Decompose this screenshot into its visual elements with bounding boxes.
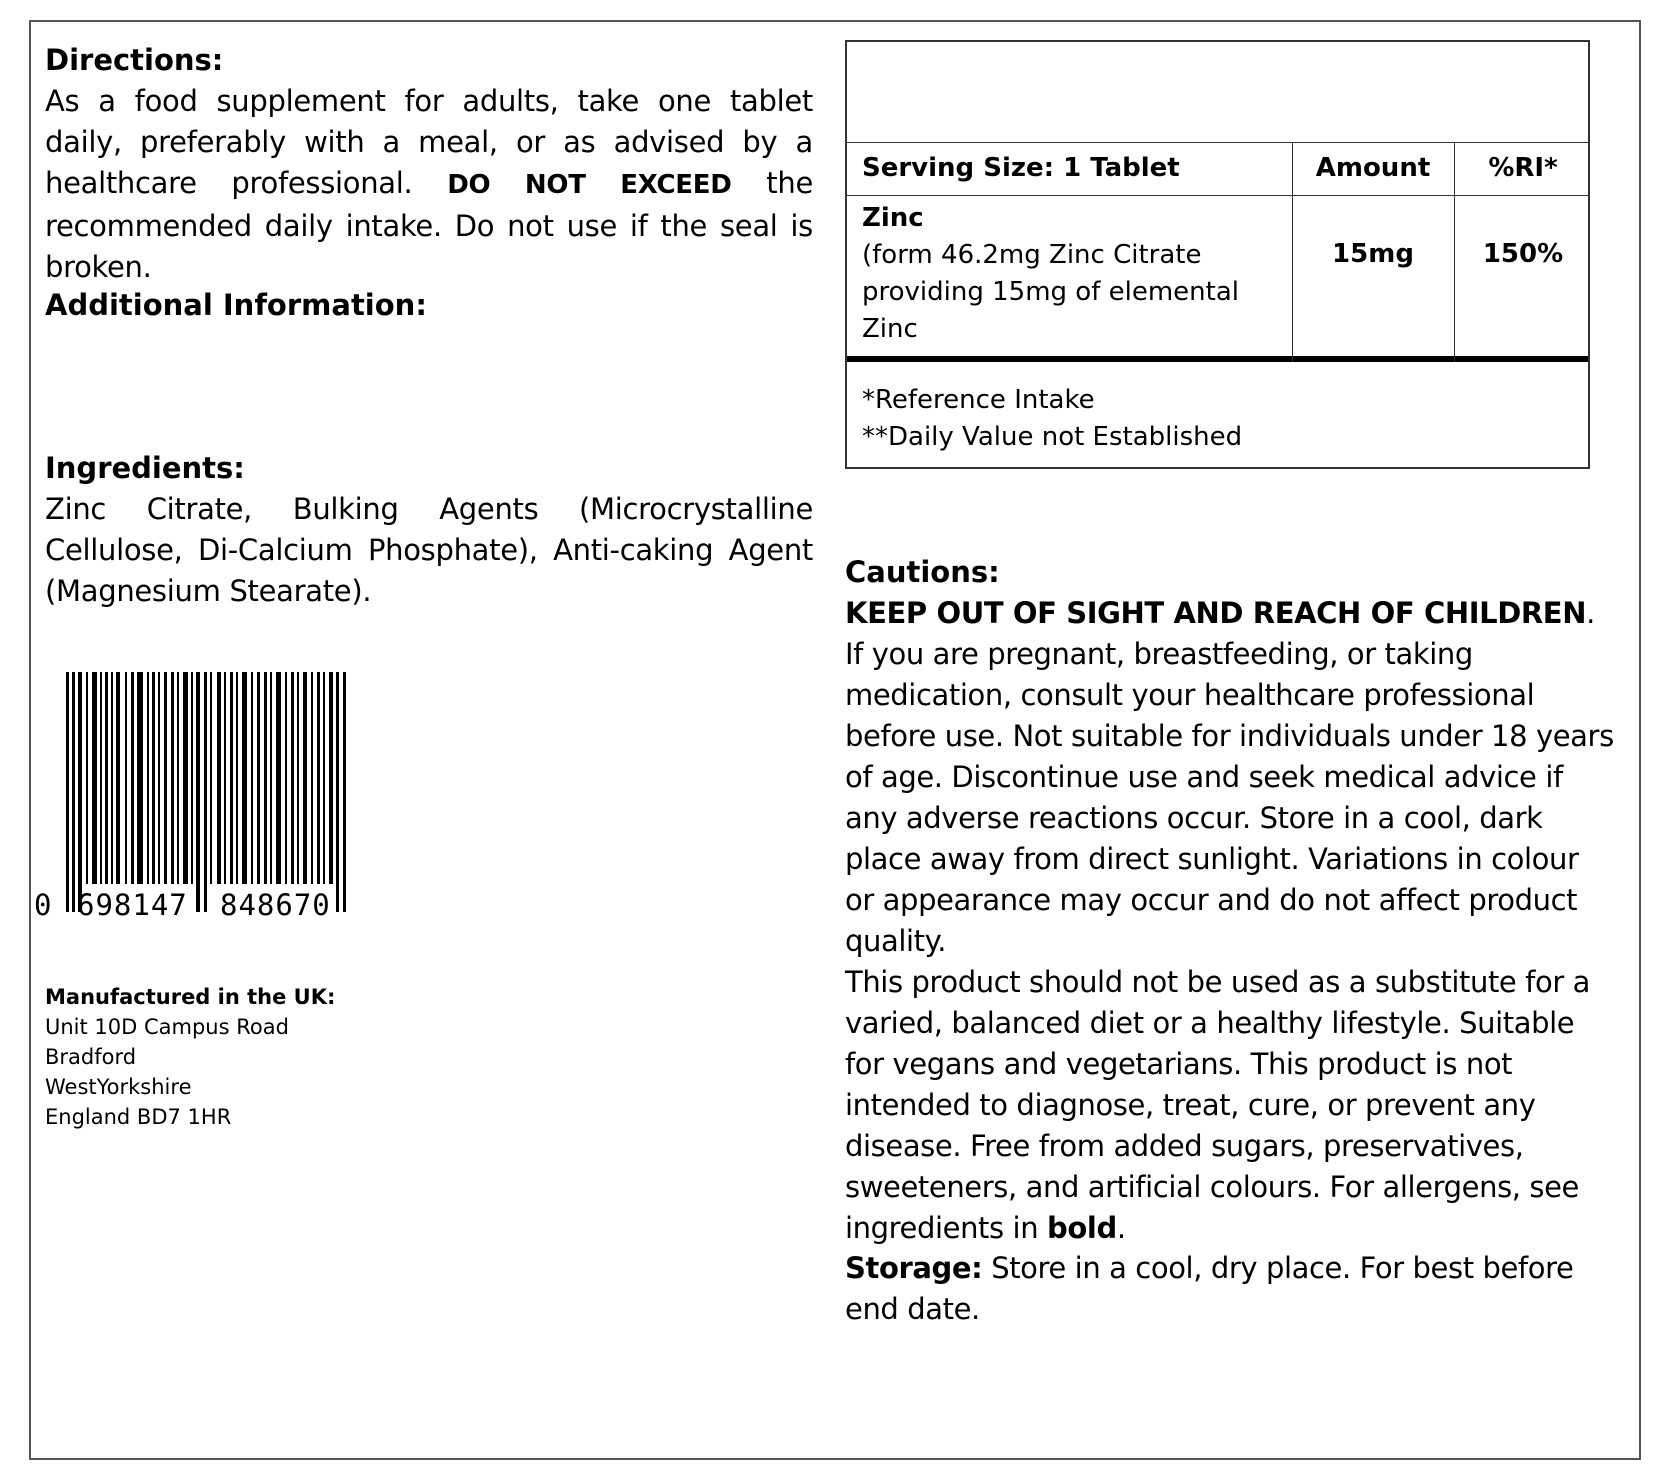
cautions-section bbox=[845, 552, 1615, 1249]
table-header-row bbox=[847, 142, 1588, 196]
barcode-bar bbox=[303, 672, 307, 884]
manufacturer-title: Manufactured in the UK: bbox=[45, 985, 336, 1009]
barcode-bar bbox=[270, 672, 272, 884]
barcode-bar bbox=[204, 672, 207, 912]
address-line-3: WestYorkshire bbox=[45, 1075, 192, 1099]
barcode-bar bbox=[92, 672, 97, 884]
barcode-bar bbox=[164, 672, 167, 884]
barcode-bar bbox=[125, 672, 127, 884]
barcode-bar bbox=[152, 672, 155, 884]
barcode-bar bbox=[230, 672, 233, 884]
cautions-title: Cautions: bbox=[845, 555, 1000, 589]
nutrient-name: Zinc bbox=[862, 203, 924, 233]
column-divider bbox=[1292, 142, 1293, 362]
bold-word: bold bbox=[1047, 1211, 1117, 1245]
nutrition-table bbox=[845, 40, 1590, 469]
barcode-bar bbox=[116, 672, 120, 884]
barcode-group2: 848670 bbox=[220, 888, 331, 922]
barcode-bar bbox=[100, 672, 102, 884]
header-amount: Amount bbox=[1315, 153, 1431, 183]
amount-value: 15mg bbox=[1332, 239, 1414, 269]
barcode-bar bbox=[329, 672, 333, 884]
barcode-bar bbox=[285, 672, 287, 884]
barcode-bar bbox=[291, 672, 294, 884]
barcode-bars bbox=[66, 672, 346, 912]
ri-value: 150% bbox=[1482, 239, 1564, 269]
header-ri: %RI* bbox=[1488, 153, 1558, 183]
barcode-bar bbox=[336, 672, 339, 912]
barcode-bar bbox=[131, 672, 134, 884]
directions-text-part1: As a food supplement for adults, take one tablet daily, preferably with a meal, or as advised by a healthcare professional. bbox=[45, 84, 813, 200]
barcode bbox=[30, 672, 370, 922]
barcode-bar bbox=[147, 672, 149, 884]
nutrient-cell bbox=[862, 200, 1239, 348]
table-footnotes bbox=[862, 382, 1242, 456]
barcode-group1: 698147 bbox=[77, 888, 188, 922]
cautions-text-2-body: This product should not be used as a substitute for a varied, balanced diet or a healthy lifestyle. Suitable for vegans and vegetarians. This product is not intended to diagnose, treat, cure, or prevent any disease. Free from added sugars, preservatives, sweeteners, and artificial colours. For allergens, see ingredients in bbox=[845, 965, 1591, 1245]
barcode-bar bbox=[78, 672, 82, 912]
do-not-exceed-warning: DO NOT EXCEED bbox=[447, 170, 732, 200]
ingredients-text: Zinc Citrate, Bulking Agents (Microcrystalline Cellulose, Di-Calcium Phosphate), Anti-caking Agent (Magnesium Stearate). bbox=[45, 492, 813, 608]
table-row bbox=[847, 196, 1588, 362]
directions-section bbox=[45, 40, 813, 288]
footnote-daily-value: **Daily Value not Established bbox=[862, 422, 1243, 452]
barcode-bar bbox=[137, 672, 143, 884]
barcode-bar bbox=[257, 672, 260, 884]
footnote-reference-intake: *Reference Intake bbox=[862, 385, 1095, 415]
barcode-bar bbox=[72, 672, 75, 912]
cautions-text-2 bbox=[845, 962, 1615, 1249]
column-divider bbox=[1454, 142, 1455, 362]
cautions-end: . bbox=[1116, 1211, 1126, 1245]
barcode-bar bbox=[177, 672, 179, 884]
address-line-4: England BD7 1HR bbox=[45, 1105, 232, 1129]
barcode-bar bbox=[276, 672, 281, 884]
barcode-bar bbox=[183, 672, 188, 884]
children-warning: KEEP OUT OF SIGHT AND REACH OF CHILDREN bbox=[845, 596, 1587, 630]
storage-section bbox=[845, 1248, 1615, 1330]
barcode-bar bbox=[251, 672, 253, 884]
header-serving-size: Serving Size: 1 Tablet bbox=[862, 153, 1180, 183]
barcode-bar bbox=[158, 672, 160, 884]
directions-title: Directions: bbox=[45, 43, 224, 77]
barcode-bar bbox=[343, 672, 346, 912]
address-line-2: Bradford bbox=[45, 1045, 137, 1069]
barcode-bar bbox=[297, 672, 299, 884]
ingredients-section bbox=[45, 448, 813, 612]
barcode-bar bbox=[217, 672, 221, 884]
barcode-bar bbox=[86, 672, 88, 884]
barcode-first-digit: 0 bbox=[34, 888, 52, 922]
cautions-text-1 bbox=[845, 593, 1615, 962]
barcode-bar bbox=[317, 672, 320, 884]
barcode-bar bbox=[210, 672, 212, 884]
barcode-bar bbox=[196, 672, 200, 912]
directions-text bbox=[45, 81, 813, 288]
manufacturer-address bbox=[45, 982, 335, 1132]
additional-info-section bbox=[45, 285, 813, 326]
barcode-bar bbox=[224, 672, 226, 884]
barcode-bar bbox=[66, 672, 69, 912]
storage-label: Storage: bbox=[845, 1251, 983, 1285]
barcode-bar bbox=[264, 672, 267, 884]
barcode-bar bbox=[236, 672, 238, 884]
barcode-bar bbox=[111, 672, 113, 884]
cautions-text-1-body: . If you are pregnant, breastfeeding, or taking medication, consult your healthcare professional before use. Not suitable for individuals under 18 years of age. Discontinue use and seek medical advice if any adverse reactions occur. Store in a cool, dark place away from direct sunlight. Variations in colour or appearance may occur and do not affect product quality. bbox=[845, 596, 1614, 958]
nutrient-line-1: (form 46.2mg Zinc Citrate bbox=[862, 240, 1202, 270]
storage-body: Store in a cool, dry place. For best before end date. bbox=[845, 1251, 1574, 1326]
barcode-bar bbox=[323, 672, 325, 884]
address-line-1: Unit 10D Campus Road bbox=[45, 1015, 289, 1039]
barcode-bar bbox=[242, 672, 247, 884]
barcode-bar bbox=[171, 672, 174, 884]
nutrient-line-3: Zinc bbox=[862, 314, 918, 344]
storage-text bbox=[845, 1248, 1615, 1330]
ingredients-title: Ingredients: bbox=[45, 451, 245, 485]
barcode-bar bbox=[311, 672, 313, 884]
nutrient-line-2: providing 15mg of elemental bbox=[862, 277, 1239, 307]
additional-info-title: Additional Information: bbox=[45, 288, 427, 322]
directions-text-part2: the recommended daily intake. Do not use if the seal is broken. bbox=[45, 166, 813, 284]
barcode-bar bbox=[105, 672, 108, 884]
barcode-bar bbox=[191, 672, 193, 884]
